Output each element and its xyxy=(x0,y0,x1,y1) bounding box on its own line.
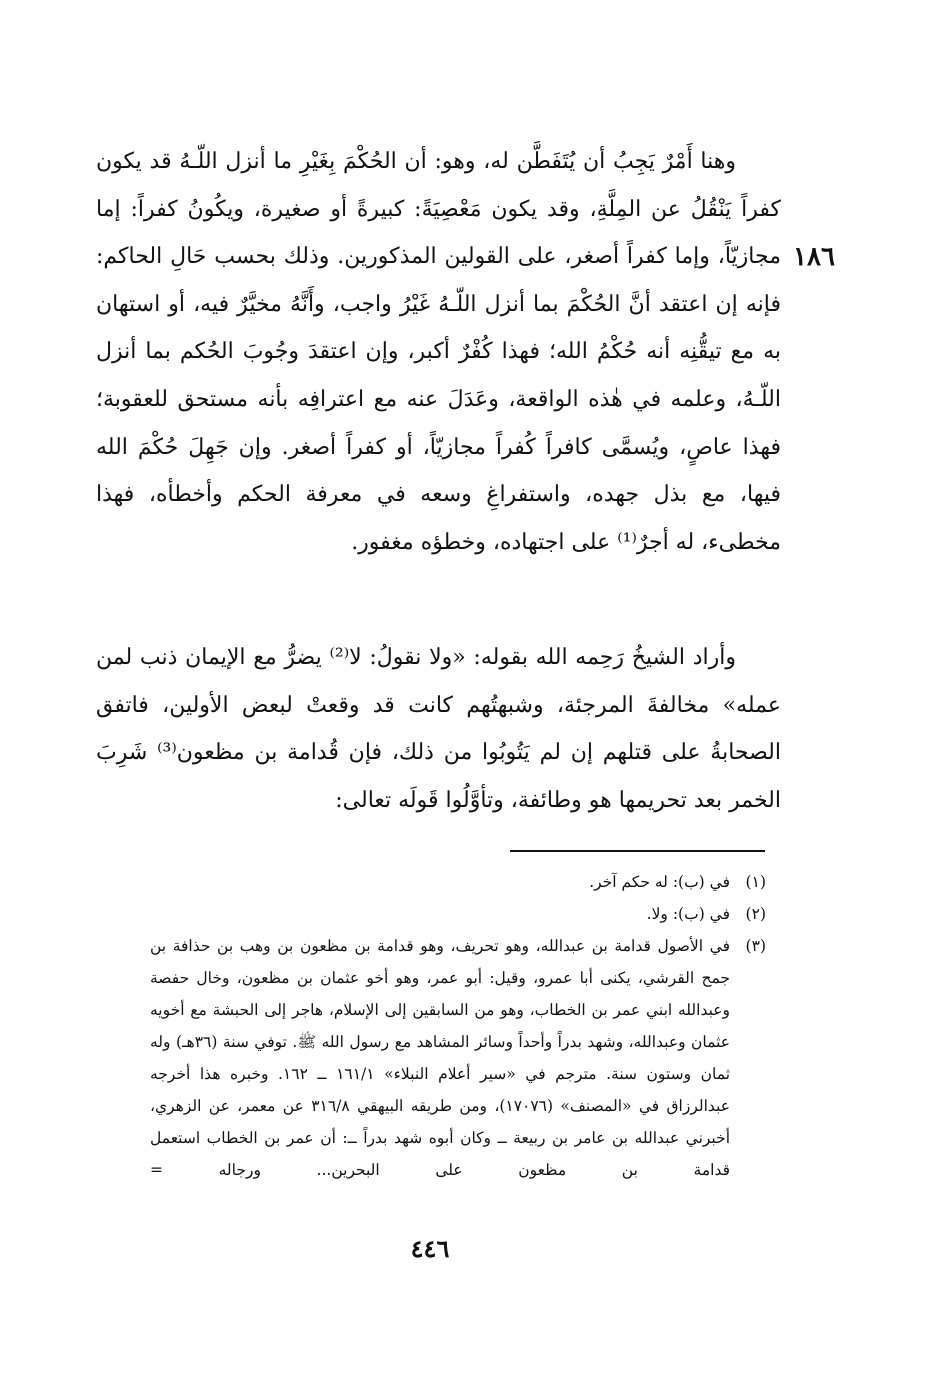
main-text-block xyxy=(96,138,781,566)
footnote-marker: (١) xyxy=(745,873,766,891)
footnotes xyxy=(150,866,766,1186)
main-text-block-2 xyxy=(96,634,781,824)
footnote-marker: (٣) xyxy=(745,937,766,955)
margin-page-reference: ١٨٦ xyxy=(793,242,835,272)
paragraph: وأراد الشيخُ رَحِمه الله بقوله: «ولا نقولُ: لا⁽²⁾ يضرُّ مع الإيمان ذنب لمن عمله» مخالفةَ المرجئة، وشبهتُهم كانت قد وقعتْ لبعض الأولين، فاتفق الصحابةُ على قتلهم إن لم يَتُوبُوا من ذلك، فإن قُدامة بن مظعون⁽³⁾ شَرِبَ الخمر بعد تحريمها هو وطائفة، وتأوَّلُوا قَولَه تعالى: xyxy=(96,645,781,813)
footnote-divider xyxy=(510,850,765,852)
footnote-text: في (ب): ولا. xyxy=(646,905,730,923)
page-number: ٤٤٦ xyxy=(410,1234,450,1263)
footnote xyxy=(150,930,766,1186)
footnote-marker: (٢) xyxy=(745,905,766,923)
footnote xyxy=(150,866,766,898)
footnote xyxy=(150,898,766,930)
paragraph: وهنا أَمْرٌ يَجِبُ أن يُتَفَطَّن له، وهو: أن الحُكْمَ بِغَيْرِ ما أنزل اللّـهُ قد يكون كفراً يَنْقُلُ عن المِلَّةِ، وقد يكون مَعْصِيَةً: كبيرةً أو صغيرة، ويكُونُ كفراً: إما مجازيّاً، وإما كفراً أصغر، على القولين المذكورين. وذلك بحسب حَالِ الحاكم: فإنه إن اعتقد أنَّ الحُكْمَ بما أنزل اللّـهُ غَيْرُ واجب، وأَنَّهُ مخيَّرٌ فيه، أو استهان به مع تيقُّنِه أنه حُكْمُ الله؛ فهذا كُفْرٌ أكبر، وإن اعتقدَ وجُوبَ الحُكم بما أنزل اللّـهُ، وعلمه في هٰذه الواقعة، وعَدَلَ عنه مع اعترافِه بأنه مستحق للعقوبة؛ فهذا عاصٍ، ويُسمَّى كافراً كُفراً مجازيّاً، أو كفراً أصغر. وإن جَهِلَ حُكْمَ الله فيها، مع بذل جهده، واستفراغِ وسعه في معرفة الحكم وأخطأه، فهذا مخطىء، له أجرٌ⁽¹⁾ على اجتهاده، وخطؤه مغفور. xyxy=(96,149,781,555)
footnote-text: في الأصول قدامة بن عبدالله، وهو تحريف، وهو قدامة بن مظعون بن وهب بن حذافة بن جمح القرشي، يكنى أبا عمرو، وقيل: أبو عمر، وهو أخو عثمان بن مظعون، وخال حفصة وعبدالله ابني عمر بن الخطاب، وهو من السابقين إلى الإسلام، هاجر إلى الحبشة مع أخويه عثمان وعبدالله، وشهد بدراً وأحداً وسائر المشاهد مع رسول الله ﷺ. توفي سنة (٣٦هـ) وله ثمان وستون سنة. مترجم في «سير أعلام النبلاء» ١٦١/١ ــ ١٦٢. وخبره هذا أخرجه عبدالرزاق في «المصنف» (١٧٠٧٦)، ومن طريقه البيهقي ٣١٦/٨ عن معمر، عن الزهري، أخبرني عبدالله بن عامر بن ربيعة ــ وكان أبوه شهد بدراً ــ: أن عمر بن الخطاب استعمل قدامة بن مظعون على البحرين... ورجاله = xyxy=(150,937,731,1179)
footnote-text: في (ب): له حكم آخر. xyxy=(589,873,730,891)
